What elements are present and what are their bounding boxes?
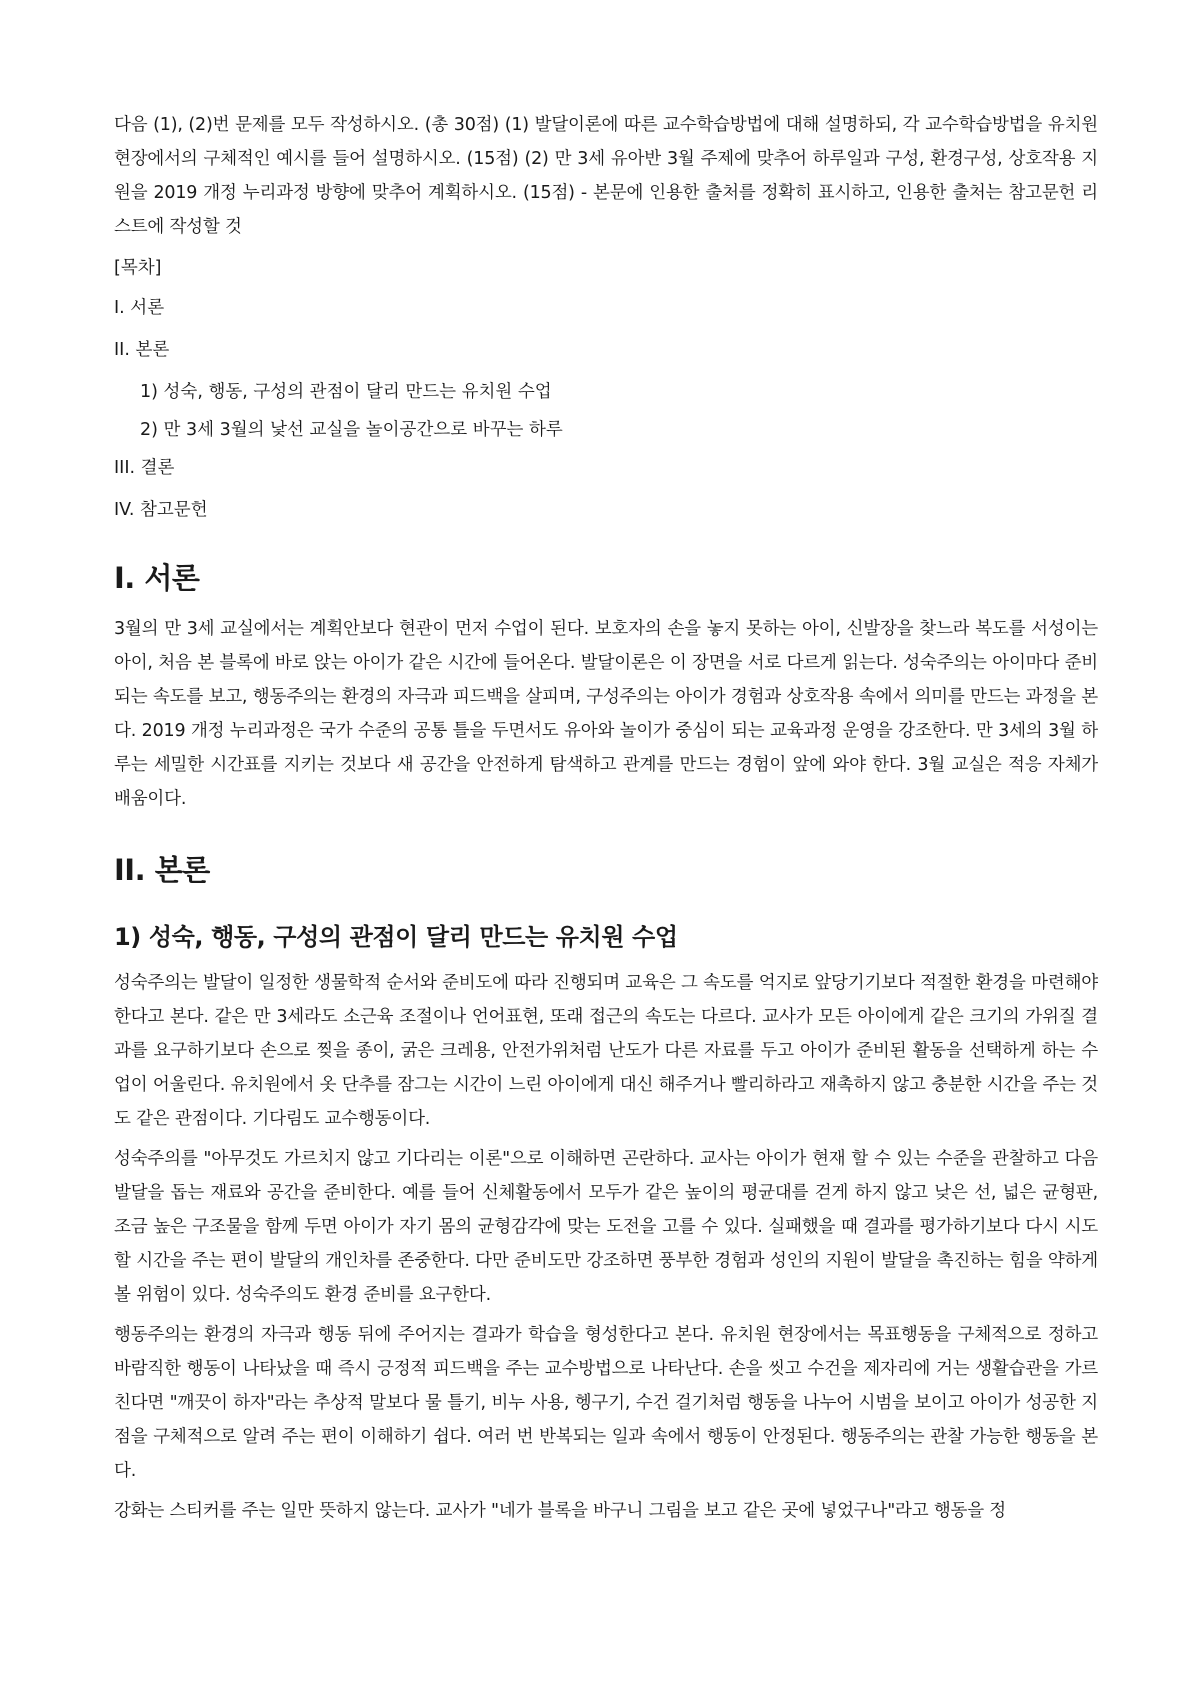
body-paragraph: 성숙주의는 발달이 일정한 생물학적 순서와 준비도에 따라 진행되며 교육은 그 속도를 억지로 앞당기기보다 적절한 환경을 마련해야 한다고 본다. 같은 만 3세라도 소근육 조절이나 언어표현, 또래 접근의 속도는 다르다. 교사가 모든 아이에게 같은 크기의 가위질 결과를 요구하기보다 손으로 찢을 종이, 굵은 크레용, 안전가위처럼 난도가 다른 자료를 두고 아이가 준비된 활동을 선택하게 하는 수업이 어울린다. 유치원에서 옷 단추를 잠그는 시간이 느린 아이에게 대신 해주거나 빨리하라고 재촉하지 않고 충분한 시간을 주는 것도 같은 관점이다. 기다림도 교수행동이다. xyxy=(114,973,1098,1129)
toc-item-body-sub2: 2) 만 3세 3월의 낯선 교실을 놀이공간으로 바꾸는 하루 xyxy=(140,420,563,440)
body-paragraph: 강화는 스티커를 주는 일만 뜻하지 않는다. 교사가 "네가 블록을 바구니 그림을 보고 같은 곳에 넣었구나"라고 행동을 정 xyxy=(114,1501,1006,1521)
section-heading-intro: I. 서론 xyxy=(114,561,200,595)
table-of-contents xyxy=(114,254,1098,524)
assignment-prompt: 다음 (1), (2)번 문제를 모두 작성하시오. (총 30점) (1) 발달이론에 따른 교수학습방법에 대해 설명하되, 각 교수학습방법을 유치원 현장에서의 구체적인 예시를 들어 설명하시오. (15점) (2) 만 3세 유아반 3월 주제에 맞추어 하루일과 구성, 환경구성, 상호작용 지원을 2019 개정 누리과정 방향에 맞추어 계획하시오. (15점) - 본문에 인용한 출처를 정확히 표시하고, 인용한 출처는 참고문헌 리스트에 작성할 것 xyxy=(114,115,1098,237)
toc-item-body-sub1: 1) 성숙, 행동, 구성의 관점이 달리 만드는 유치원 수업 xyxy=(140,382,552,402)
toc-item-conclusion: III. 결론 xyxy=(114,458,175,478)
toc-item-intro: I. 서론 xyxy=(114,298,165,318)
intro-paragraph: 3월의 만 3세 교실에서는 계획안보다 현관이 먼저 수업이 된다. 보호자의 손을 놓지 못하는 아이, 신발장을 찾느라 복도를 서성이는 아이, 처음 본 블록에 바로 앉는 아이가 같은 시간에 들어온다. 발달이론은 이 장면을 서로 다르게 읽는다. 성숙주의는 아이마다 준비되는 속도를 보고, 행동주의는 환경의 자극과 피드백을 살피며, 구성주의는 아이가 경험과 상호작용 속에서 의미를 만드는 과정을 본다. 2019 개정 누리과정은 국가 수준의 공통 틀을 두면서도 유아와 놀이가 중심이 되는 교육과정 운영을 강조한다. 만 3세의 3월 하루는 세밀한 시간표를 지키는 것보다 새 공간을 안전하게 탐색하고 관계를 만드는 경험이 앞에 와야 한다. 3월 교실은 적응 자체가 배움이다. xyxy=(114,619,1098,809)
body-paragraph: 성숙주의를 "아무것도 가르치지 않고 기다리는 이론"으로 이해하면 곤란하다. 교사는 아이가 현재 할 수 있는 수준을 관찰하고 다음 발달을 돕는 재료와 공간을 준비한다. 예를 들어 신체활동에서 모두가 같은 높이의 평균대를 걷게 하지 않고 낮은 선, 넓은 균형판, 조금 높은 구조물을 함께 두면 아이가 자기 몸의 균형감각에 맞는 도전을 고를 수 있다. 실패했을 때 결과를 평가하기보다 다시 시도할 시간을 주는 편이 발달의 개인차를 존중한다. 다만 준비도만 강조하면 풍부한 경험과 성인의 지원이 발달을 촉진하는 힘을 약하게 볼 위험이 있다. 성숙주의도 환경 준비를 요구한다. xyxy=(114,1149,1098,1305)
body-paragraph: 행동주의는 환경의 자극과 행동 뒤에 주어지는 결과가 학습을 형성한다고 본다. 유치원 현장에서는 목표행동을 구체적으로 정하고 바람직한 행동이 나타났을 때 즉시 긍정적 피드백을 주는 교수방법으로 나타난다. 손을 씻고 수건을 제자리에 거는 생활습관을 가르친다면 "깨끗이 하자"라는 추상적 말보다 물 틀기, 비누 사용, 헹구기, 수건 걸기처럼 행동을 나누어 시범을 보이고 아이가 성공한 지점을 구체적으로 알려 주는 편이 이해하기 쉽다. 여러 번 반복되는 일과 속에서 행동이 안정된다. 행동주의는 관찰 가능한 행동을 본다. xyxy=(114,1325,1098,1481)
subsection-heading-1: 1) 성숙, 행동, 구성의 관점이 달리 만드는 유치원 수업 xyxy=(114,923,678,951)
toc-item-body: II. 본론 xyxy=(114,340,170,360)
section-heading-body: II. 본론 xyxy=(114,853,210,887)
toc-item-references: IV. 참고문헌 xyxy=(114,500,208,520)
toc-title: [목차] xyxy=(114,258,162,278)
